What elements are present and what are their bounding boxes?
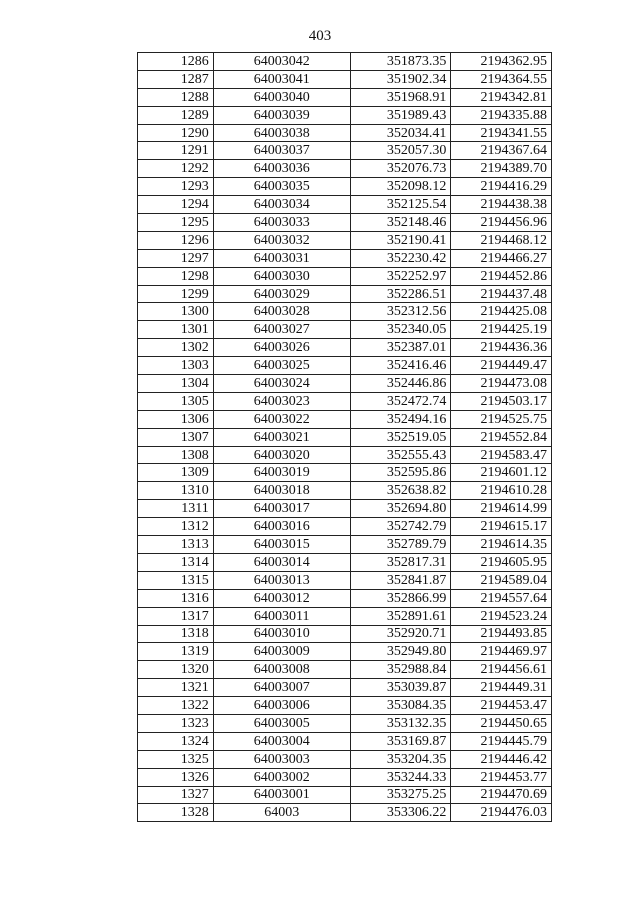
point-code-cell: 64003033	[213, 214, 350, 232]
table-row	[138, 88, 552, 106]
y-coordinate-cell: 2194589.04	[451, 571, 552, 589]
x-coordinate-cell: 352494.16	[350, 410, 451, 428]
point-code-cell: 64003016	[213, 518, 350, 536]
point-code-cell: 64003011	[213, 607, 350, 625]
y-coordinate-cell: 2194552.84	[451, 428, 552, 446]
y-coordinate-cell: 2194470.69	[451, 786, 552, 804]
row-number-cell: 1293	[138, 178, 214, 196]
y-coordinate-cell: 2194342.81	[451, 88, 552, 106]
table-row	[138, 178, 552, 196]
row-number-cell: 1289	[138, 106, 214, 124]
point-code-cell: 64003022	[213, 410, 350, 428]
x-coordinate-cell: 352891.61	[350, 607, 451, 625]
x-coordinate-cell: 353244.33	[350, 768, 451, 786]
y-coordinate-cell: 2194438.38	[451, 196, 552, 214]
point-code-cell: 64003009	[213, 643, 350, 661]
row-number-cell: 1314	[138, 553, 214, 571]
row-number-cell: 1306	[138, 410, 214, 428]
table-row	[138, 303, 552, 321]
point-code-cell: 64003038	[213, 124, 350, 142]
x-coordinate-cell: 352312.56	[350, 303, 451, 321]
row-number-cell: 1299	[138, 285, 214, 303]
row-number-cell: 1322	[138, 697, 214, 715]
y-coordinate-cell: 2194437.48	[451, 285, 552, 303]
table-row	[138, 106, 552, 124]
x-coordinate-cell: 352057.30	[350, 142, 451, 160]
y-coordinate-cell: 2194473.08	[451, 375, 552, 393]
table-body	[138, 53, 552, 822]
y-coordinate-cell: 2194364.55	[451, 70, 552, 88]
y-coordinate-cell: 2194367.64	[451, 142, 552, 160]
point-code-cell: 64003030	[213, 267, 350, 285]
row-number-cell: 1311	[138, 500, 214, 518]
row-number-cell: 1291	[138, 142, 214, 160]
page-number: 403	[308, 28, 332, 44]
x-coordinate-cell: 352340.05	[350, 321, 451, 339]
row-number-cell: 1295	[138, 214, 214, 232]
y-coordinate-cell: 2194446.42	[451, 750, 552, 768]
point-code-cell: 64003020	[213, 446, 350, 464]
row-number-cell: 1305	[138, 392, 214, 410]
point-code-cell: 64003	[213, 804, 350, 822]
x-coordinate-cell: 352098.12	[350, 178, 451, 196]
row-number-cell: 1310	[138, 482, 214, 500]
x-coordinate-cell: 352190.41	[350, 231, 451, 249]
x-coordinate-cell: 353084.35	[350, 697, 451, 715]
table-row	[138, 482, 552, 500]
x-coordinate-cell: 351968.91	[350, 88, 451, 106]
point-code-cell: 64003005	[213, 714, 350, 732]
x-coordinate-cell: 352817.31	[350, 553, 451, 571]
row-number-cell: 1287	[138, 70, 214, 88]
row-number-cell: 1316	[138, 589, 214, 607]
table-row	[138, 249, 552, 267]
row-number-cell: 1302	[138, 339, 214, 357]
y-coordinate-cell: 2194557.64	[451, 589, 552, 607]
point-code-cell: 64003040	[213, 88, 350, 106]
row-number-cell: 1313	[138, 536, 214, 554]
x-coordinate-cell: 353204.35	[350, 750, 451, 768]
y-coordinate-cell: 2194469.97	[451, 643, 552, 661]
y-coordinate-cell: 2194453.77	[451, 768, 552, 786]
table-row	[138, 196, 552, 214]
point-code-cell: 64003004	[213, 732, 350, 750]
point-code-cell: 64003026	[213, 339, 350, 357]
x-coordinate-cell: 352148.46	[350, 214, 451, 232]
x-coordinate-cell: 352988.84	[350, 661, 451, 679]
point-code-cell: 64003021	[213, 428, 350, 446]
point-code-cell: 64003007	[213, 679, 350, 697]
x-coordinate-cell: 353306.22	[350, 804, 451, 822]
row-number-cell: 1326	[138, 768, 214, 786]
row-number-cell: 1292	[138, 160, 214, 178]
row-number-cell: 1290	[138, 124, 214, 142]
x-coordinate-cell: 353169.87	[350, 732, 451, 750]
y-coordinate-cell: 2194476.03	[451, 804, 552, 822]
x-coordinate-cell: 352076.73	[350, 160, 451, 178]
point-code-cell: 64003001	[213, 786, 350, 804]
y-coordinate-cell: 2194610.28	[451, 482, 552, 500]
point-code-cell: 64003019	[213, 464, 350, 482]
x-coordinate-cell: 352789.79	[350, 536, 451, 554]
point-code-cell: 64003032	[213, 231, 350, 249]
table-row	[138, 679, 552, 697]
table-row	[138, 410, 552, 428]
x-coordinate-cell: 352446.86	[350, 375, 451, 393]
y-coordinate-cell: 2194452.86	[451, 267, 552, 285]
row-number-cell: 1286	[138, 53, 214, 71]
table-row	[138, 643, 552, 661]
x-coordinate-cell: 351902.34	[350, 70, 451, 88]
y-coordinate-cell: 2194436.36	[451, 339, 552, 357]
table-row	[138, 160, 552, 178]
y-coordinate-cell: 2194449.47	[451, 357, 552, 375]
row-number-cell: 1321	[138, 679, 214, 697]
point-code-cell: 64003041	[213, 70, 350, 88]
table-row	[138, 607, 552, 625]
x-coordinate-cell: 352519.05	[350, 428, 451, 446]
table-row	[138, 518, 552, 536]
table-row	[138, 571, 552, 589]
row-number-cell: 1327	[138, 786, 214, 804]
row-number-cell: 1303	[138, 357, 214, 375]
row-number-cell: 1323	[138, 714, 214, 732]
y-coordinate-cell: 2194615.17	[451, 518, 552, 536]
table-row	[138, 285, 552, 303]
y-coordinate-cell: 2194468.12	[451, 231, 552, 249]
row-number-cell: 1294	[138, 196, 214, 214]
x-coordinate-cell: 352638.82	[350, 482, 451, 500]
table-row	[138, 124, 552, 142]
table-row	[138, 70, 552, 88]
table-row	[138, 536, 552, 554]
table-row	[138, 553, 552, 571]
table-row	[138, 53, 552, 71]
row-number-cell: 1298	[138, 267, 214, 285]
point-code-cell: 64003008	[213, 661, 350, 679]
point-code-cell: 64003025	[213, 357, 350, 375]
x-coordinate-cell: 352416.46	[350, 357, 451, 375]
table-row	[138, 714, 552, 732]
table-row	[138, 339, 552, 357]
table-row	[138, 214, 552, 232]
y-coordinate-cell: 2194389.70	[451, 160, 552, 178]
point-code-cell: 64003014	[213, 553, 350, 571]
y-coordinate-cell: 2194335.88	[451, 106, 552, 124]
point-code-cell: 64003031	[213, 249, 350, 267]
point-code-cell: 64003003	[213, 750, 350, 768]
row-number-cell: 1297	[138, 249, 214, 267]
table-row	[138, 446, 552, 464]
table-row	[138, 231, 552, 249]
point-code-cell: 64003035	[213, 178, 350, 196]
y-coordinate-cell: 2194456.61	[451, 661, 552, 679]
point-code-cell: 64003036	[213, 160, 350, 178]
table-row	[138, 661, 552, 679]
coordinates-table	[137, 52, 552, 822]
x-coordinate-cell: 351873.35	[350, 53, 451, 71]
x-coordinate-cell: 352694.80	[350, 500, 451, 518]
y-coordinate-cell: 2194523.24	[451, 607, 552, 625]
x-coordinate-cell: 353132.35	[350, 714, 451, 732]
y-coordinate-cell: 2194525.75	[451, 410, 552, 428]
table-row	[138, 804, 552, 822]
table-row	[138, 321, 552, 339]
y-coordinate-cell: 2194493.85	[451, 625, 552, 643]
point-code-cell: 64003042	[213, 53, 350, 71]
table-row	[138, 267, 552, 285]
row-number-cell: 1317	[138, 607, 214, 625]
y-coordinate-cell: 2194449.31	[451, 679, 552, 697]
row-number-cell: 1304	[138, 375, 214, 393]
y-coordinate-cell: 2194341.55	[451, 124, 552, 142]
row-number-cell: 1328	[138, 804, 214, 822]
row-number-cell: 1301	[138, 321, 214, 339]
table-row	[138, 750, 552, 768]
point-code-cell: 64003028	[213, 303, 350, 321]
table-row	[138, 732, 552, 750]
point-code-cell: 64003013	[213, 571, 350, 589]
table-row	[138, 625, 552, 643]
point-code-cell: 64003002	[213, 768, 350, 786]
x-coordinate-cell: 352742.79	[350, 518, 451, 536]
x-coordinate-cell: 352472.74	[350, 392, 451, 410]
table-row	[138, 697, 552, 715]
table-row	[138, 357, 552, 375]
y-coordinate-cell: 2194362.95	[451, 53, 552, 71]
point-code-cell: 64003037	[213, 142, 350, 160]
y-coordinate-cell: 2194453.47	[451, 697, 552, 715]
point-code-cell: 64003034	[213, 196, 350, 214]
row-number-cell: 1319	[138, 643, 214, 661]
y-coordinate-cell: 2194425.08	[451, 303, 552, 321]
table-row	[138, 392, 552, 410]
x-coordinate-cell: 352252.97	[350, 267, 451, 285]
y-coordinate-cell: 2194425.19	[451, 321, 552, 339]
y-coordinate-cell: 2194416.29	[451, 178, 552, 196]
x-coordinate-cell: 352595.86	[350, 464, 451, 482]
point-code-cell: 64003012	[213, 589, 350, 607]
point-code-cell: 64003010	[213, 625, 350, 643]
x-coordinate-cell: 353039.87	[350, 679, 451, 697]
x-coordinate-cell: 352125.54	[350, 196, 451, 214]
y-coordinate-cell: 2194583.47	[451, 446, 552, 464]
row-number-cell: 1296	[138, 231, 214, 249]
point-code-cell: 64003017	[213, 500, 350, 518]
row-number-cell: 1320	[138, 661, 214, 679]
row-number-cell: 1300	[138, 303, 214, 321]
table-row	[138, 464, 552, 482]
y-coordinate-cell: 2194605.95	[451, 553, 552, 571]
x-coordinate-cell: 352286.51	[350, 285, 451, 303]
y-coordinate-cell: 2194601.12	[451, 464, 552, 482]
row-number-cell: 1309	[138, 464, 214, 482]
row-number-cell: 1318	[138, 625, 214, 643]
row-number-cell: 1325	[138, 750, 214, 768]
row-number-cell: 1315	[138, 571, 214, 589]
x-coordinate-cell: 352920.71	[350, 625, 451, 643]
y-coordinate-cell: 2194614.35	[451, 536, 552, 554]
row-number-cell: 1288	[138, 88, 214, 106]
table-row	[138, 768, 552, 786]
point-code-cell: 64003024	[213, 375, 350, 393]
table-row	[138, 786, 552, 804]
y-coordinate-cell: 2194614.99	[451, 500, 552, 518]
y-coordinate-cell: 2194445.79	[451, 732, 552, 750]
table-row	[138, 428, 552, 446]
point-code-cell: 64003023	[213, 392, 350, 410]
x-coordinate-cell: 352034.41	[350, 124, 451, 142]
x-coordinate-cell: 352841.87	[350, 571, 451, 589]
row-number-cell: 1307	[138, 428, 214, 446]
row-number-cell: 1308	[138, 446, 214, 464]
row-number-cell: 1312	[138, 518, 214, 536]
row-number-cell: 1324	[138, 732, 214, 750]
point-code-cell: 64003018	[213, 482, 350, 500]
x-coordinate-cell: 351989.43	[350, 106, 451, 124]
y-coordinate-cell: 2194456.96	[451, 214, 552, 232]
point-code-cell: 64003006	[213, 697, 350, 715]
table-row	[138, 142, 552, 160]
point-code-cell: 64003027	[213, 321, 350, 339]
point-code-cell: 64003015	[213, 536, 350, 554]
y-coordinate-cell: 2194503.17	[451, 392, 552, 410]
y-coordinate-cell: 2194450.65	[451, 714, 552, 732]
point-code-cell: 64003029	[213, 285, 350, 303]
x-coordinate-cell: 352230.42	[350, 249, 451, 267]
point-code-cell: 64003039	[213, 106, 350, 124]
x-coordinate-cell: 352387.01	[350, 339, 451, 357]
table-row	[138, 589, 552, 607]
x-coordinate-cell: 352949.80	[350, 643, 451, 661]
x-coordinate-cell: 353275.25	[350, 786, 451, 804]
y-coordinate-cell: 2194466.27	[451, 249, 552, 267]
table-row	[138, 500, 552, 518]
table-row	[138, 375, 552, 393]
x-coordinate-cell: 352555.43	[350, 446, 451, 464]
x-coordinate-cell: 352866.99	[350, 589, 451, 607]
